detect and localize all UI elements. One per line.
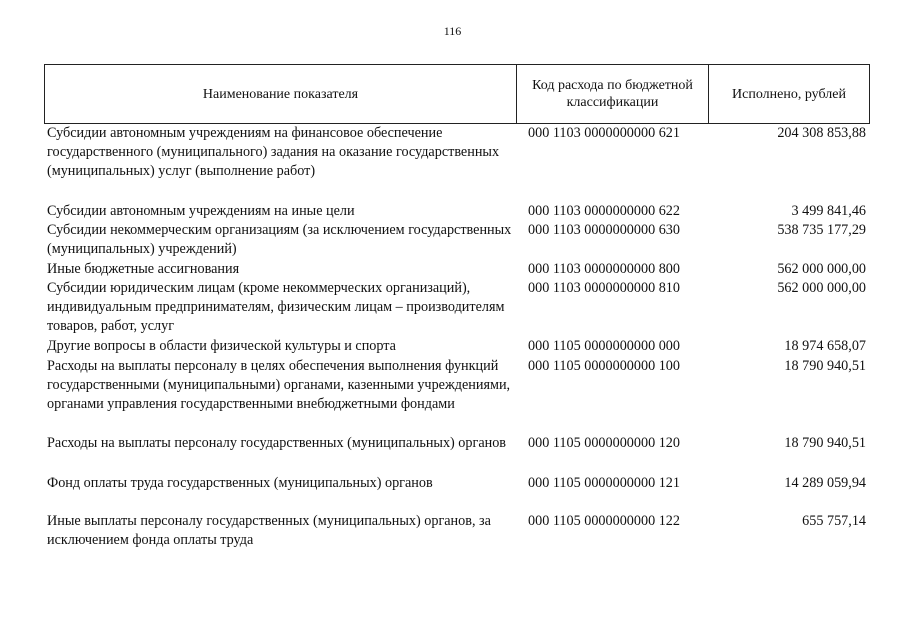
table-row bbox=[44, 260, 870, 279]
table-row bbox=[44, 279, 870, 337]
row-name: Иные бюджетные ассигнования bbox=[47, 261, 240, 277]
row-name: Субсидии автономным учреждениям на иные цели bbox=[47, 203, 355, 219]
row-name: Субсидии некоммерческим организациям (за исключением государственных (муниципальных) учреждений) bbox=[47, 222, 512, 257]
table-row bbox=[44, 434, 870, 474]
row-name: Расходы на выплаты персоналу в целях обеспечения выполнения функций государственными (муниципальными) органами, казенными учреждениями, органами управления государственными внебюджетными фондами bbox=[47, 358, 511, 412]
header-code: Код расхода по бюджетной классификации bbox=[517, 65, 709, 123]
row-code: 000 1105 0000000000 120 bbox=[528, 435, 680, 451]
row-amount: 3 499 841,46 bbox=[791, 203, 866, 219]
row-amount: 655 757,14 bbox=[802, 513, 866, 529]
row-name: Другие вопросы в области физической культуры и спорта bbox=[47, 338, 396, 354]
budget-table bbox=[44, 64, 870, 552]
row-name: Субсидии юридическим лицам (кроме некоммерческих организаций), индивидуальным предпринимателям, физическим лицам – производителям товаров, работ, услуг bbox=[47, 280, 505, 334]
row-amount: 538 735 177,29 bbox=[777, 222, 866, 238]
header-name: Наименование показателя bbox=[45, 65, 517, 123]
table-row bbox=[44, 124, 870, 202]
page-number: 116 bbox=[443, 24, 462, 38]
row-code: 000 1103 0000000000 810 bbox=[528, 280, 680, 296]
row-name: Фонд оплаты труда государственных (муниципальных) органов bbox=[47, 475, 433, 491]
row-code: 000 1105 0000000000 122 bbox=[528, 513, 680, 529]
row-name: Субсидии автономным учреждениям на финансовое обеспечение государственного (муниципального) задания на оказание государственных (муниципальных) услуг (выполнение работ) bbox=[47, 125, 500, 179]
table-row bbox=[44, 202, 870, 221]
row-code: 000 1103 0000000000 630 bbox=[528, 222, 680, 238]
row-name: Иные выплаты персоналу государственных (муниципальных) органов, за исключением фонда оплаты труда bbox=[47, 513, 491, 548]
table-row bbox=[44, 357, 870, 434]
row-name: Расходы на выплаты персоналу государственных (муниципальных) органов bbox=[47, 435, 506, 451]
row-amount: 562 000 000,00 bbox=[777, 280, 866, 296]
table-header bbox=[44, 64, 870, 124]
row-amount: 14 289 059,94 bbox=[784, 475, 866, 491]
header-amount: Исполнено, рублей bbox=[732, 86, 846, 102]
table-body bbox=[44, 124, 870, 552]
table-row bbox=[44, 512, 870, 552]
row-code: 000 1103 0000000000 621 bbox=[528, 125, 680, 141]
row-code: 000 1103 0000000000 622 bbox=[528, 203, 680, 219]
row-code: 000 1105 0000000000 100 bbox=[528, 358, 680, 374]
table-row bbox=[44, 337, 870, 357]
row-code: 000 1105 0000000000 000 bbox=[528, 338, 680, 354]
table-row bbox=[44, 221, 870, 260]
table-row bbox=[44, 474, 870, 512]
row-amount: 562 000 000,00 bbox=[777, 261, 866, 277]
row-amount: 204 308 853,88 bbox=[777, 125, 866, 141]
row-amount: 18 790 940,51 bbox=[784, 435, 866, 451]
row-amount: 18 974 658,07 bbox=[784, 338, 866, 354]
row-code: 000 1103 0000000000 800 bbox=[528, 261, 680, 277]
row-code: 000 1105 0000000000 121 bbox=[528, 475, 680, 491]
row-amount: 18 790 940,51 bbox=[784, 358, 866, 374]
